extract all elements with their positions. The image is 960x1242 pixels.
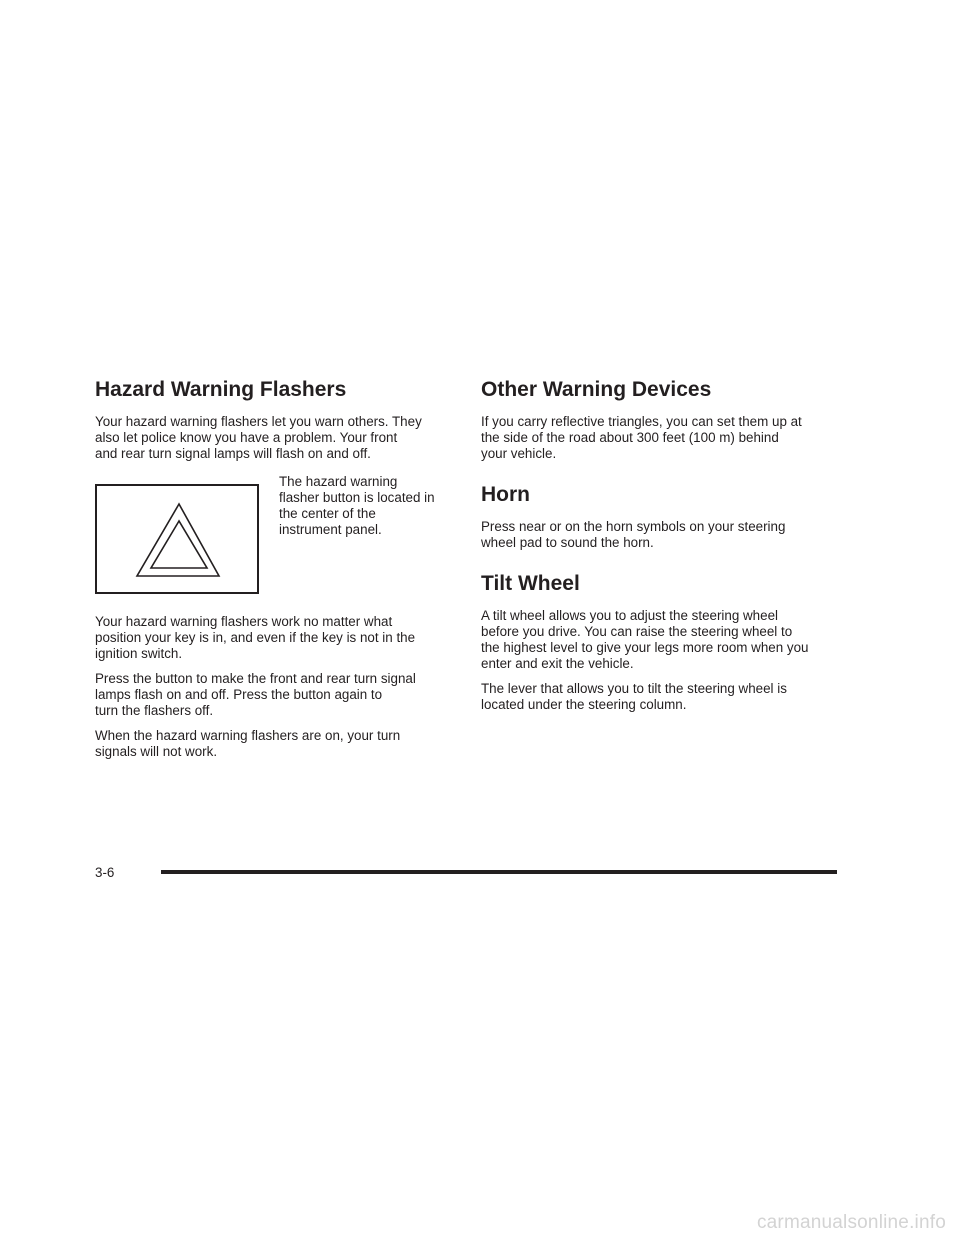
tilt-wheel-paragraph: A tilt wheel allows you to adjust the steering wheel before you drive. You can raise the steering wheel to the highest level to give your legs more room when you enter and exit the vehicle. [481,608,809,671]
tilt-wheel-paragraph: The lever that allows you to tilt the steering wheel is located under the steering column. [481,681,787,712]
horn-heading: Horn [481,483,530,506]
tilt-wheel-heading: Tilt Wheel [481,572,580,595]
horn-paragraph: Press near or on the horn symbols on your steering wheel pad to sound the horn. [481,519,786,550]
hazard-triangle-icon [97,486,257,592]
hazard-paragraph: Your hazard warning flashers work no matter what position your key is in, and even if the key is not in the ignition switch. [95,614,416,661]
hazard-warning-flashers-heading: Hazard Warning Flashers [95,378,347,401]
hazard-figure [95,474,457,604]
other-warning-devices-heading: Other Warning Devices [481,378,712,401]
right-column [481,376,843,722]
watermark: carmanualsonline.info [756,1212,946,1233]
hazard-button-illustration [95,484,259,594]
hazard-paragraph: When the hazard warning flashers are on, your turn signals will not work. [95,728,401,759]
footer-divider [161,870,837,874]
hazard-intro-paragraph: Your hazard warning flashers let you warn others. They also let police know you have a problem. Your front and rear turn signal lamps will flash on and off. [95,414,422,461]
hazard-figure-caption: The hazard warning flasher button is located in the center of the instrument panel. [279,474,435,537]
other-warning-devices-paragraph: If you carry reflective triangles, you can set them up at the side of the road about 300 feet (100 m) behind your vehicle. [481,414,802,461]
hazard-paragraph: Press the button to make the front and rear turn signal lamps flash on and off. Press the button again to turn the flashers off. [95,671,416,718]
page-number: 3-6 [95,865,115,880]
left-column [95,376,457,769]
